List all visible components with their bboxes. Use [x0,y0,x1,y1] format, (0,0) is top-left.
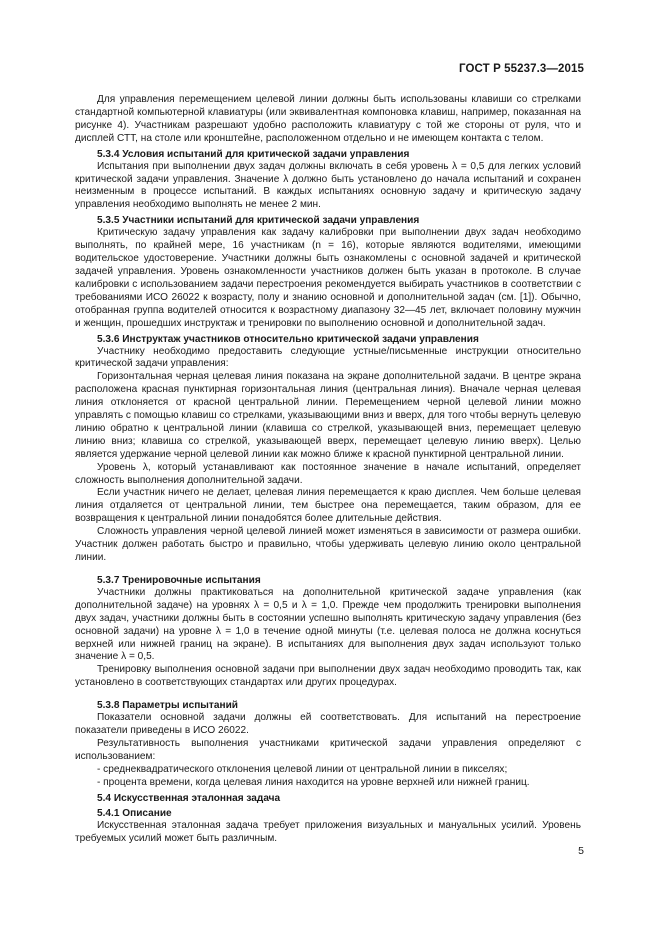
section-heading: 5.3.7 Тренировочные испытания [97,574,261,586]
paragraph: Участнику необходимо предоставить следующие устные/письменные инструкции относительно критической задачи управления: [75,345,581,370]
section-heading: 5.3.4 Условия испытаний для критической задачи управления [97,148,410,160]
list-item: - процента времени, когда целевая линия находится на уровне верхней или нижней границ. [97,776,530,788]
section-heading: 5.4.1 Описание [97,807,172,819]
page-body [75,94,581,845]
paragraph: Для управления перемещением целевой линии должны быть использованы клавиши со стрелками стандартной компьютерной клавиатуры (или эквивалентная компоновка клавиш, например, показанная на рисунке 4). Участникам разрешают удобно расположить клавиатуру с той же стороны от руля, что и дисплей СТТ, на столе или кронштейне, расположенном отдельно и не имеющем контакта с телом. [75,94,581,144]
paragraph: Показатели основной задачи должны ей соответствовать. Для испытаний на перестроение показатели приведены в ИСО 26022. [75,712,581,737]
section-heading: 5.4 Искусственная эталонная задача [97,792,281,804]
document-id: ГОСТ Р 55237.3—2015 [459,63,584,75]
paragraph: Участники должны практиковаться на дополнительной критической задаче управления (как дополнительной задаче) на уровнях λ = 0,5 и λ = 1,0. Прежде чем продолжить тренировки выполнения двух задач, участники должны быть в состоянии успешно выполнять критическую задачу управления (без основной задачи) на уровне λ = 1,0 в течение одной минуты (т.е. целевая полоса не должна коснуться верхней или нижней границ на экране). В испытаниях для выполнения двух задач используют только значение λ = 0,5. [75,586,581,663]
paragraph: Уровень λ, который устанавливают как постоянное значение в начале испытаний, определяет сложность выполнения дополнительной задачи. [75,461,581,486]
paragraph: Горизонтальная черная целевая линия показана на экране дополнительной задачи. В центре экрана расположена красная пунктирная горизонтальная линия (центральная линия). Вначале черная целевая линия отклоняется от красной центральной линии. Перемещением черной целевой линии можно управлять с помощью клавиш со стрелками, указывающими вниз и вверх, для того чтобы вернуть целевую линию обратно к центральной линии (клавиша со стрелкой, указывающей вниз, перемещает целевую линию вниз; клавиша со стрелкой, указывающей вверх, перемещает целевую линию вверх). Целью является удержание черной целевой линии как можно ближе к красной пунктирной центральной линии. [75,371,581,460]
page-number: 5 [578,845,584,857]
paragraph: Испытания при выполнении двух задач должны включать в себя уровень λ = 0,5 для легких условий критической задачи управления. Значение λ должно быть установлено до начала испытаний и сохранен неизменным в процессе испытаний. В каждых испытаниях основную задачу и критическую задачу управления необходимо выполнять не менее 2 мин. [75,160,581,211]
list-item: - среднеквадратического отклонения целевой линии от центральной линии в пикселях; [97,763,508,775]
paragraph: Тренировку выполнения основной задачи при выполнении двух задач необходимо проводить так, как установлено в соответствующих стандартах или других процедурах. [75,664,581,689]
paragraph: Если участник ничего не делает, целевая линия перемещается к краю дисплея. Чем больше целевая линия отдаляется от центральной линии, тем быстрее она перемещается, таким образом, для ее возвращения к центральной линии понадобятся более длительные действия. [75,487,581,525]
section-heading: 5.3.6 Инструктаж участников относительно критической задачи управления [97,333,479,345]
paragraph: Критическую задачу управления как задачу калибровки при выполнении двух задач необходимо выполнять, по крайней мере, 16 участникам (n = 16), которые являются водителями, имеющими водительское удостоверение. Участники должны быть ознакомлены с основной задачей и критической задачей управления. Уровень ознакомленности участников должен быть указан в протоколе. В случае калибровки с использованием задачи перестроения рекомендуется выбирать участников в соответствии с требованиями ИСО 26022 к возрасту, полу и знанию основной и дополнительной задач (см. [1]). Обычно, отобранная группа водителей относится к возрастному диапазону 32—45 лет, включает половину мужчин и женщин, прошедших инструктаж и тренировки по выполнению основной и дополнительной задач. [75,227,581,329]
paragraph: Сложность управления черной целевой линией может изменяться в зависимости от размера ошибки. Участник должен работать быстро и правильно, чтобы удерживать целевую линию около центральной линии. [75,526,581,563]
paragraph: Искусственная эталонная задача требует приложения визуальных и мануальных усилий. Уровень требуемых усилий может быть различным. [75,819,581,844]
section-heading: 5.3.8 Параметры испытаний [97,700,238,712]
section-heading: 5.3.5 Участники испытаний для критической задачи управления [97,215,420,227]
paragraph: Результативность выполнения участниками критической задачи управления определяют с использованием: [75,737,581,762]
